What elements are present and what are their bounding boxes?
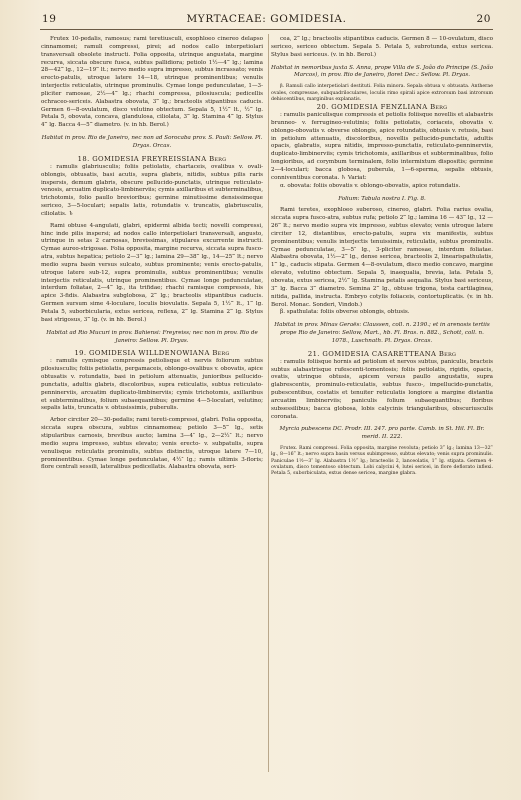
species-21-heading (271, 350, 493, 359)
species-20-name: 20. GOMIDESIA FENZLIANA (316, 103, 428, 112)
continued-paragraph: cea, 2‴ lg.; bracteolis stipantibus caducis. Germen 8 — 10-ovulatum, disco sericeo, sericeo obtectum. Sepala 5. Petala 5, subrotunda, extus sericea. Stylus basi sericeus. (v. in hb. Berol.) (271, 36, 493, 58)
header-rule (40, 29, 493, 30)
species-21-paragraph-2: Frutex. Rami compressi. Folia opposita, margine revoluta; petiolo 3‴ lg.; lamina 13—32‴ lg., 8—16‴ lt.; nervo supra basin versus subimpresso, subtus elevato; venis supra prominulis. Paniculae 1½—3″ lg. Alabastra 1½‴ lg.; bracteolis 2, lanceolatis, 1‴ lg. stipata. Germen 4-ovulatum, disco tomentoso obtectum. Lobi calycini 4, lutei sericei, in flore deflorato inflexi. Petala 5, suborbiculata, extus dense sericea, margine glabra. (271, 446, 493, 477)
species-18-description: : ramulis glabriusculis; foliis petiolatis, chartaceis, ovalibus v. ovali-oblongis, obtusatis, basi acutis, supra glabris, nitidis, subtus pilis raris inspersis, demum glabris, obscure pellucido-punctatis, utrinque reticulato-venosis, arcuatim duplicato-limbinerviis; cymis axillaribus et subterminalibus, trichotomis, folio paullo brevioribus; germine minutissime densissimeque sericeo, 3—5-loculari; sepalis latis, rotundatis v. truncatis, glabriusculis, ciliolatis. ♄ (41, 163, 263, 217)
continued-habitat: Habitat in nemoribus juxta S. Anna, prope Villa de S. João do Principe (S. João Marcos), in prov. Rio de Janeiro, floret Dec.: Sellow. Pl. Dryas. (271, 64, 493, 79)
species-18-author: Berg (209, 154, 227, 163)
species-20-paragraph-2: Rami teretes, exophloeo suberoso, cinereo, glabri. Folia rarius ovalia, siccata supra fusco-atra, subtus rufa; petiolo 2‴ lg.; lamina 16 — 43‴ lg., 12 — 26‴ lt.; nervo medio supra vix impresso, subtus elevato; venis utroque latere circiter 12, distantibus, erecto-patulis, supra vix manifestis, subtus prominentibus; venulis interjectis tenuissimis, reticulatis, subtus prominulis. Cymae pedunculatae, 3—5″ lg., 3-pliciter ramosae, interdum foliatae. Alabastra obovata, 1½—2‴ lg., dense sericea, bracteolis 2, linearispathulatis, 1‴ lg., caducis stipata. Germen 4—8-ovulatum, disco medio concavo, margine elevato, velutino obtectum. Sepala 5, inaequalia, brevia, lata. Petala 5, obovata, extus sericea, 2½‴ lg. Stamina petalis aequalia. Stylus basi sericeus, 3‴ lg. Bacca 3‴ diametro. Semina 2‴ lg., obtuse trigona, testa cartilaginea, nitida, pallida, instructa. Embryo cotylis foliaceis, contortuplicatis. (v. in hb. Berol. Monac. Sonderi, Vindob.) (271, 207, 493, 308)
variety-note: β. Ramuli callo interpetiolari destituti. Folia minora. Sepala obtusa v. obtusata. Antherae ovales, compressae, subquadriloculares, loculis rimo spirali apice extrorsum basi introrsum dehiscentibus, marginibus explanatis. (271, 84, 493, 102)
species-20-heading (271, 103, 493, 112)
left-column (41, 36, 263, 776)
species-19-name: 19. GOMIDESIA WILLDENOWIANA (74, 349, 210, 358)
intro-habitat: Habitat in prov. Rio de Janeiro, nec non ad Sorocaba prov. S. Pauli: Sellow. Pl. Dryas. Orcas. (41, 135, 263, 149)
species-21-name: 21. GOMIDESIA CASARETTEANA (307, 349, 437, 358)
species-20-description: : ramulis paniculisque compressis et petiolis foliisque novellis et alabastris brunneo- v. ferrugineo-velutinis; foliis petiolatis, coriaceis, obovatis v. oblongo-obovatis v. obverse oblongis, apice rotundatis, obtusis v. retusis, basi in petiolum attenuatis, discoloribus, novellis pellucido-punctatis, adultis opacis, glabratis, supra nitidis, impresso-punctatis, reticulato-penninerviis, duplicato-limbinerviis; cymis trichotomis, axillaribus et subterminalibus, folio longioribus, ad corymbum terminalem, folio intermixtum dispositis; germine 2—4-loculari; bacca globosa, puberula, 1—6-sperma, sepalis obtusis, conniventibus coronata. ♄ Variat: (271, 112, 493, 181)
intro-paragraph: Frutex 10-pedalis, ramosus; rami teretiusculi, exophloeo cinereo delapso cinnamomei; ramuli compressi, pirei; ad nodos callo interpetiolari transversali obsolete instructi. Folia opposita, utrinque angustata, margine recurva, siccata obscure fusca, subtus pallidiora; petiolo 1½—4‴ lg.; lamina 28—42‴ lg., 12—19‴ lt.; nervo medio supra impresso, subtus incrassato; venis erecto-patulis, utroque latere 14—18, utrinque prominentibus; venulis interjectis reticulatis, utrinque prominulis. Cymae longe pedunculatae, 1—3-pliciter ramosae, 2½—4‴ lg.; rhachi compressa, pilosiuscula; pedicellis ochraceo-sericeis. Alabastra obovata, 3‴ lg.; bracteolis stipantibus caducis. Germen 6—8-ovulatum, disco velutino obtectum. Sepala 5, 1½‴ lt., ½‴ lg. Petala 5, obovata, concava, glandulosa, ciliolata, 3‴ lg. Stamina 4‴ lg. Stylus 4‴ lg. Bacca 4—5‴ diametro. (v. in hb. Berol.) (41, 36, 263, 129)
species-20-variety-b: β. spathulata: foliis obverse oblongis, obtusis. (280, 309, 410, 316)
species-18-heading (41, 155, 263, 164)
species-20-habitat: Habitat in prov. Minas Geraës: Claussen, coll. n. 2190.; et in arenosis tertiis prope Rio de Janeiro: Sellow, Mart., hb. Fl. Bras. n. 882., Schott, coll. n. 1078., Luschnath. Pl. Dryas. Orcas. (274, 322, 490, 344)
species-20-author: Berg (430, 103, 448, 112)
species-19-author: Berg (212, 349, 230, 358)
species-20-variety-a: α. obovata: foliis obovatis v. oblongo-obovatis, apice rotundatis. (280, 182, 461, 189)
species-21-synonym: Myrcia pubescens DC. Prodr. III. 247. pro parte. Camb. in St. Hil. Fl. Br. merid. II. 222. (279, 426, 485, 441)
page-number-right: 20 (476, 13, 491, 25)
species-18-paragraph-2: Rami obtuse 4-angulati, glabri, epidermi albida tecti; novelli compressi, hinc inde pilis inspersi; ad nodos callo interpetiolari transversali, angusto, utrinque in setas 2 carnosas, brevissimas, stipulares excurrente instructi. Cymae aureo-strigosae. Folia opposita, margine recurva, siccata supra fusco-atra, subtus hepatica; petiolo 2—3‴ lg.; lamina 29—38‴ lg., 14—25‴ lt.; nervo medio supra basin versus sulcato, subtus prominente; venis erecto-patulis, utroque latere sub-12, supra prominulis, subtus prominentibus; venulis interjectis reticulatis, utrinque prominentibus. Cymae longe pedunculatae, interdum foliatae, 2—4‴ lg., ita trifidae; rhachi ramisque compressis, his apice 3-fidis. Alabastra subglobosa, 2‴ lg.; bracteolis stipantibus caducis. Germen sursum sime 4-loculare, loculis biovulatis. Sepala 5, 1½‴ lt., 1‴ lg. Petala 5, suborbicularia, extus sericea, reflexa, 2‴ lg. Stamina 2‴ lg. Stylus basi strigosus, 3‴ lg. (v. in hb. Berol.) (41, 222, 263, 323)
right-column (271, 36, 493, 776)
species-19-description: : ramulis cymisque compressis petiolisque et nervis foliorum subtus pilosiusculis; foliis petiolatis, pergamaceis, oblongo-ovalibus v. obovatis, apice obtusatis v. rotundatis, basi in petiolum attenuatis, junioribus pellucido-punctatis, adultis glabris, discoloribus, supra reticulatis, subtus reticulato-penninerviis, arcuatim duplicato-limbinerviis; cymis trichotomis, axillaribus et subterminalibus, folium subaequantibus; germine 4—5-loculari, velutino; sepalis latis, truncatis v. obtusissimis, puberulis. (41, 358, 263, 412)
species-19-heading (41, 349, 263, 358)
species-18-habitat: Habitat ad Rio Mucuri in prov. Bahiensi: Freyreiss; nec non in prov. Rio de Janeiro: Sellow. Pl. Dryas. (46, 329, 258, 344)
species-18-name: 18. GOMIDESIA FREYREISSIANA (77, 154, 207, 163)
page-number-left: 19 (42, 13, 57, 25)
column-divider (268, 34, 269, 772)
running-title: MYRTACEAE: GOMIDESIA. (186, 13, 347, 25)
species-21-author: Berg (438, 349, 457, 358)
species-19-paragraph-2: Arbor circiter 20—30-pedalis; rami tereti-compressi, glabri. Folia opposita, siccata supra obscura, subtus cinnamomea; petiolo 3—5‴ lg., setis stipularibus carnosis, brevibus aucto; lamina 3—4″ lg., 2—2½″ lt.; nervo medio supra impresso, subtus elevato; venis erecto- v. subpatulis, supra venulisque reticulatis prominulis, subtus distinctis, utroque latere 7—10, prominentibus. Cymae longe pedunculatae, 4½″ lg.; ramis ultimis 3-floris; flore centrali sessili, lateralibus pedicellatis. Alabastra obovata, seri- (41, 417, 263, 471)
species-20-figure-ref: Folium: Tabula nostra I. Fig. 8. (338, 195, 426, 202)
running-header (42, 13, 491, 27)
species-21-description: : ramulis foliisque hornis ad petiolum et nervos subtus, paniculis, bracteis subtus alabastrisque rufescenti-tomentosis; foliis petiolatis, rigidis, opacis, ovatis, utrinque obtusis, apicem versus paullo angustatis, supra glabrescentis, prominulo-reticulatis, subtus fusco-, impellucido-punctatis, pubescentibus, costatis et tenuiter reticulatis longiore a margine distantia arcuatim limbinerviis; paniculis folium subaequantibus; floribus subsessilibus; bacca globosa, lobis calycinis triangularibus, obscuriusculis coronata. (271, 358, 493, 420)
